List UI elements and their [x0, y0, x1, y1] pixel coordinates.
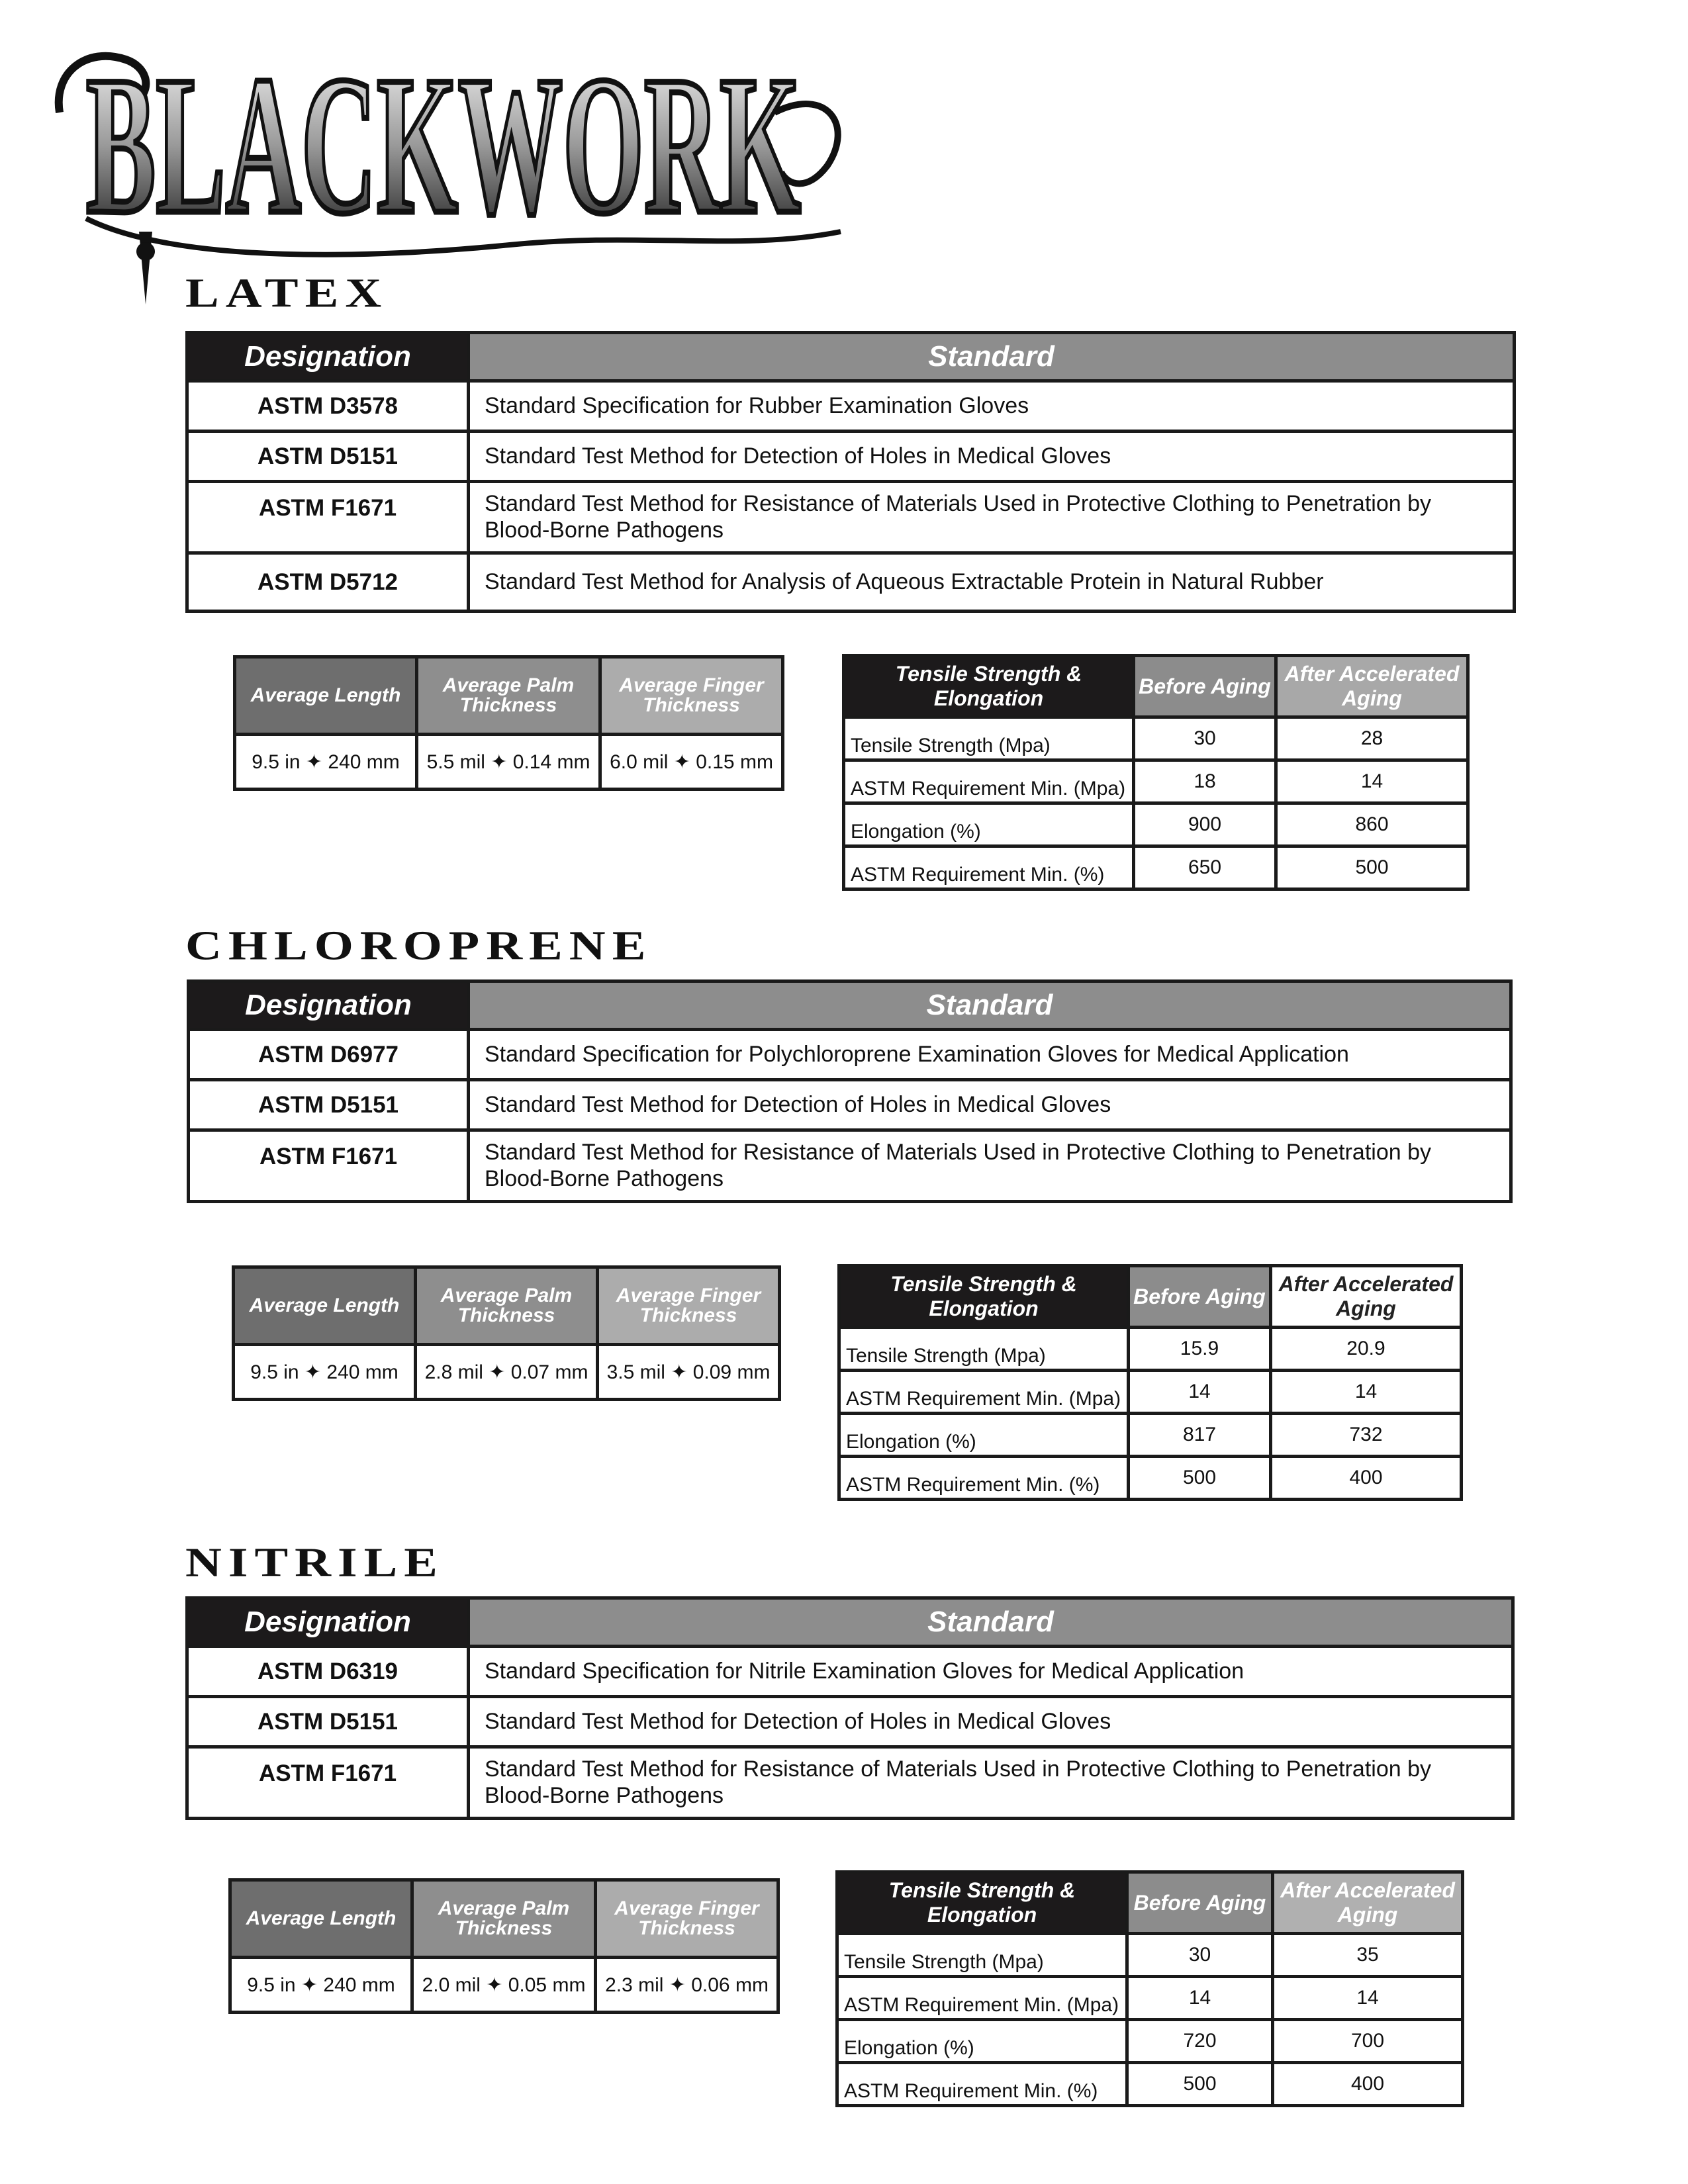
table-row: [187, 1697, 1513, 1747]
designation-code: ASTM D5712: [187, 553, 469, 612]
table-row: [187, 432, 1515, 482]
table-row: [837, 1934, 1463, 1977]
average-length-header: Average Length: [235, 657, 417, 735]
tensile-row-label: Tensile Strength (Mpa): [837, 1934, 1127, 1977]
table-row: [187, 1747, 1513, 1819]
designation-code: ASTM D6977: [189, 1030, 469, 1080]
tensile-row-label: Elongation (%): [839, 1414, 1129, 1457]
table-row: [837, 1977, 1463, 2020]
latex-tensile-table: [842, 654, 1470, 891]
designation-header: Designation: [187, 1598, 469, 1647]
section-title-nitrile: NITRILE: [185, 1539, 444, 1586]
designation-code: ASTM D5151: [189, 1080, 469, 1130]
average-palm-thickness-value: 2.8 mil ✦ 0.07 mm: [416, 1345, 598, 1400]
table-row: [187, 482, 1515, 553]
after-aging-value: 860: [1276, 803, 1468, 846]
table-row: [189, 1080, 1511, 1130]
table-row: [844, 717, 1468, 760]
average-length-value: 9.5 in ✦ 240 mm: [230, 1958, 412, 2013]
after-aging-value: 14: [1271, 1371, 1462, 1414]
average-finger-thickness-header: Average Finger Thickness: [600, 657, 783, 735]
average-palm-thickness-header: Average Palm Thickness: [417, 657, 600, 735]
designation-code: ASTM D3578: [187, 381, 469, 432]
after-aging-value: 14: [1276, 760, 1468, 803]
table-row: [187, 1647, 1513, 1697]
before-aging-value: 18: [1134, 760, 1276, 803]
before-aging-value: 500: [1129, 1457, 1271, 1500]
tensile-row-label: Tensile Strength (Mpa): [839, 1328, 1129, 1371]
table-row: [187, 553, 1515, 612]
standard-header: Standard: [469, 333, 1515, 381]
designation-header: Designation: [189, 981, 469, 1030]
average-finger-thickness-value: 3.5 mil ✦ 0.09 mm: [598, 1345, 780, 1400]
after-aging-value: 500: [1276, 846, 1468, 889]
standard-description: Standard Test Method for Resistance of Materials Used in Protective Clothing to Penetration by Blood-Borne Pathogens: [469, 482, 1515, 553]
before-aging-value: 900: [1134, 803, 1276, 846]
after-aging-header: After Accelerated Aging: [1276, 656, 1468, 717]
chloroprene-tensile-table: [837, 1264, 1463, 1501]
after-aging-value: 400: [1271, 1457, 1462, 1500]
average-palm-thickness-header: Average Palm Thickness: [412, 1880, 596, 1958]
standard-header: Standard: [469, 981, 1511, 1030]
standard-description: Standard Test Method for Resistance of Materials Used in Protective Clothing to Penetration by Blood-Borne Pathogens: [469, 1747, 1513, 1819]
before-aging-value: 650: [1134, 846, 1276, 889]
before-aging-value: 720: [1127, 2020, 1273, 2063]
table-row: [844, 846, 1468, 889]
after-aging-value: 28: [1276, 717, 1468, 760]
latex-dimensions-table: [233, 655, 784, 791]
designation-code: ASTM D5151: [187, 1697, 469, 1747]
table-row: [839, 1371, 1462, 1414]
before-aging-value: 30: [1134, 717, 1276, 760]
average-palm-thickness-header: Average Palm Thickness: [416, 1267, 598, 1345]
standard-description: Standard Test Method for Detection of Holes in Medical Gloves: [469, 432, 1515, 482]
after-aging-value: 14: [1273, 1977, 1463, 2020]
after-aging-header: After Accelerated Aging: [1271, 1266, 1462, 1328]
section-title-chloroprene: CHLOROPRENE: [185, 923, 653, 969]
chloroprene-standards-table: [187, 979, 1513, 1203]
table-row: [837, 2063, 1463, 2106]
nitrile-standards-table: [185, 1596, 1515, 1820]
after-aging-value: 732: [1271, 1414, 1462, 1457]
tensile-row-label: ASTM Requirement Min. (%): [844, 846, 1134, 889]
tensile-elongation-header: Tensile Strength & Elongation: [839, 1266, 1129, 1328]
standard-description: Standard Test Method for Resistance of Materials Used in Protective Clothing to Penetration by Blood-Borne Pathogens: [469, 1130, 1511, 1202]
designation-code: ASTM F1671: [187, 1747, 469, 1819]
before-aging-header: Before Aging: [1134, 656, 1276, 717]
tensile-row-label: ASTM Requirement Min. (Mpa): [837, 1977, 1127, 2020]
chloroprene-dimensions-table: [232, 1265, 781, 1401]
after-aging-value: 20.9: [1271, 1328, 1462, 1371]
before-aging-value: 500: [1127, 2063, 1273, 2106]
designation-code: ASTM F1671: [189, 1130, 469, 1202]
nitrile-tensile-table: [835, 1870, 1464, 2107]
section-title-latex: LATEX: [185, 270, 389, 316]
standard-description: Standard Test Method for Analysis of Aqueous Extractable Protein in Natural Rubber: [469, 553, 1515, 612]
standard-description: Standard Test Method for Detection of Holes in Medical Gloves: [469, 1697, 1513, 1747]
average-palm-thickness-value: 2.0 mil ✦ 0.05 mm: [412, 1958, 596, 2013]
designation-code: ASTM D6319: [187, 1647, 469, 1697]
tensile-elongation-header: Tensile Strength & Elongation: [844, 656, 1134, 717]
blackwork-logo: [46, 33, 861, 338]
tensile-row-label: ASTM Requirement Min. (%): [837, 2063, 1127, 2106]
before-aging-value: 817: [1129, 1414, 1271, 1457]
table-row: [844, 803, 1468, 846]
table-row: [837, 2020, 1463, 2063]
tensile-row-label: Elongation (%): [837, 2020, 1127, 2063]
average-length-header: Average Length: [234, 1267, 416, 1345]
average-length-value: 9.5 in ✦ 240 mm: [234, 1345, 416, 1400]
latex-standards-table: [185, 331, 1516, 613]
before-aging-header: Before Aging: [1129, 1266, 1271, 1328]
average-finger-thickness-header: Average Finger Thickness: [598, 1267, 780, 1345]
average-finger-thickness-header: Average Finger Thickness: [596, 1880, 778, 1958]
standard-description: Standard Test Method for Detection of Holes in Medical Gloves: [469, 1080, 1511, 1130]
table-row: [844, 760, 1468, 803]
standard-description: Standard Specification for Nitrile Examination Gloves for Medical Application: [469, 1647, 1513, 1697]
nitrile-dimensions-table: [228, 1878, 780, 2014]
average-finger-thickness-value: 6.0 mil ✦ 0.15 mm: [600, 735, 783, 790]
average-palm-thickness-value: 5.5 mil ✦ 0.14 mm: [417, 735, 600, 790]
average-length-value: 9.5 in ✦ 240 mm: [235, 735, 417, 790]
tensile-row-label: ASTM Requirement Min. (Mpa): [839, 1371, 1129, 1414]
after-aging-value: 35: [1273, 1934, 1463, 1977]
after-aging-header: After Accelerated Aging: [1273, 1872, 1463, 1934]
before-aging-value: 15.9: [1129, 1328, 1271, 1371]
table-row: [839, 1328, 1462, 1371]
designation-code: ASTM D5151: [187, 432, 469, 482]
table-row: [189, 1030, 1511, 1080]
before-aging-value: 14: [1127, 1977, 1273, 2020]
svg-text:BLACKWORK: BLACKWORK: [86, 35, 802, 255]
table-row: [189, 1130, 1511, 1202]
designation-code: ASTM F1671: [187, 482, 469, 553]
standard-description: Standard Specification for Rubber Examination Gloves: [469, 381, 1515, 432]
tensile-row-label: Elongation (%): [844, 803, 1134, 846]
average-length-header: Average Length: [230, 1880, 412, 1958]
average-finger-thickness-value: 2.3 mil ✦ 0.06 mm: [596, 1958, 778, 2013]
standard-description: Standard Specification for Polychloroprene Examination Gloves for Medical Application: [469, 1030, 1511, 1080]
standard-header: Standard: [469, 1598, 1513, 1647]
tensile-row-label: Tensile Strength (Mpa): [844, 717, 1134, 760]
before-aging-value: 14: [1129, 1371, 1271, 1414]
designation-header: Designation: [187, 333, 469, 381]
tensile-elongation-header: Tensile Strength & Elongation: [837, 1872, 1127, 1934]
after-aging-value: 700: [1273, 2020, 1463, 2063]
after-aging-value: 400: [1273, 2063, 1463, 2106]
before-aging-header: Before Aging: [1127, 1872, 1273, 1934]
table-row: [839, 1414, 1462, 1457]
before-aging-value: 30: [1127, 1934, 1273, 1977]
table-row: [187, 381, 1515, 432]
tensile-row-label: ASTM Requirement Min. (%): [839, 1457, 1129, 1500]
table-row: [839, 1457, 1462, 1500]
tensile-row-label: ASTM Requirement Min. (Mpa): [844, 760, 1134, 803]
